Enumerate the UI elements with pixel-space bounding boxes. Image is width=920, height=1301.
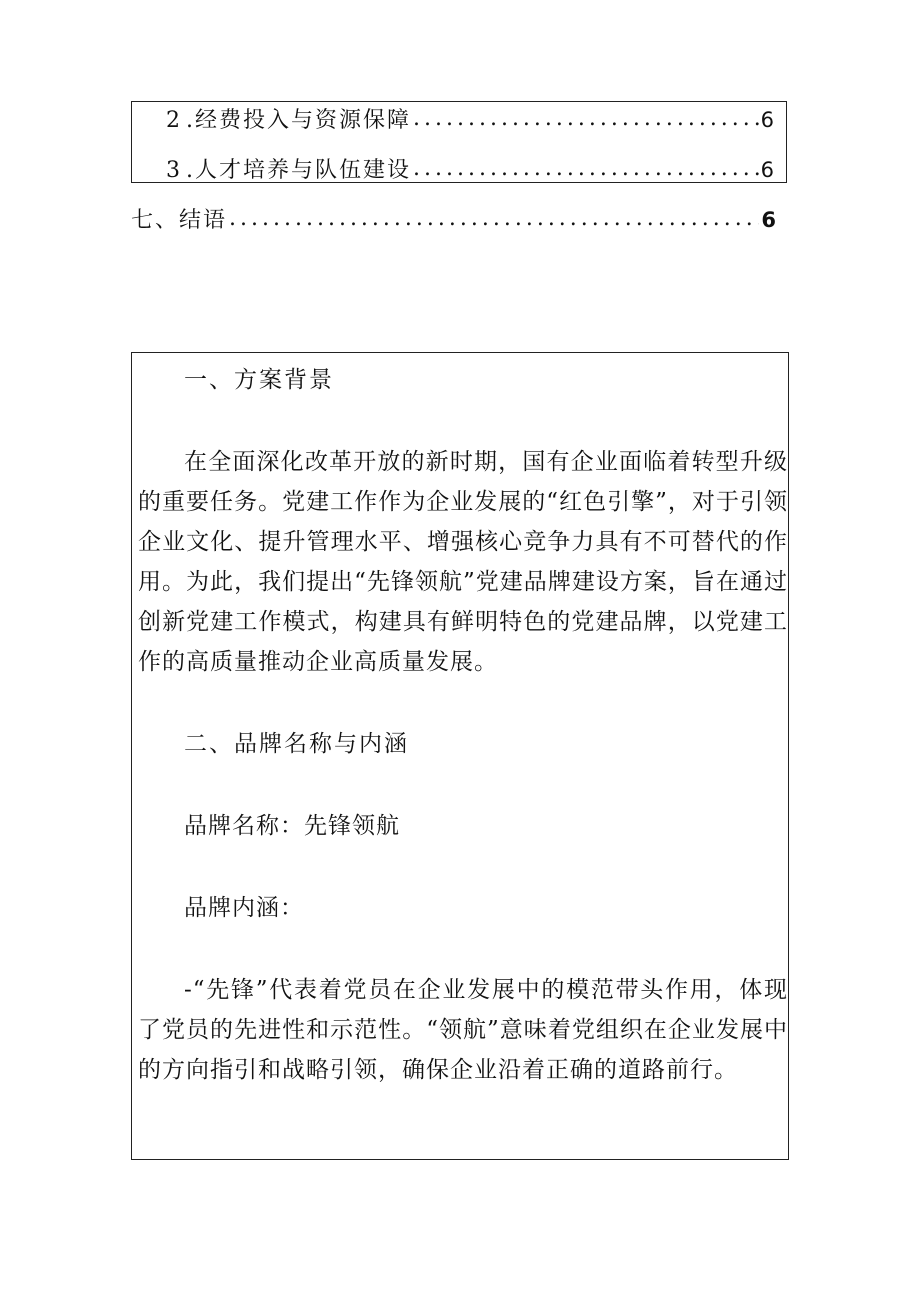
toc-entry-title: 七、结语 [131,208,228,233]
toc-dot-leader [229,204,759,234]
toc-entry-funding[interactable] [166,105,774,136]
toc-dot-leader [413,154,759,184]
toc-entry-number: 3 [166,158,186,183]
section-heading-background: 一、方案背景 [184,367,334,393]
document-body [138,360,788,1090]
toc-entry-title: .经费投入与资源保障 [186,108,411,133]
toc-entry-page: 6 [760,158,774,182]
toc-entry-conclusion[interactable] [131,205,776,236]
toc-entry-page: 6 [760,108,774,132]
brand-meaning-label: 品牌内涵： [184,895,304,921]
background-paragraph: 在全面深化改革开放的新时期，国有企业面临着转型升级的重要任务。党建工作作为企业发展的“红色引擎”，对于引领企业文化、提升管理水平、增强核心竞争力具有不可替代的作用。为此，我们提出“先锋领航”党建品牌建设方案，旨在通过创新党建工作模式，构建具有鲜明特色的党建品牌，以党建工作的高质量推动企业高质量发展。 [138,449,788,675]
section-heading-brand: 二、品牌名称与内涵 [184,731,409,757]
toc-dot-leader [413,104,759,134]
brand-meaning-paragraph: -“先锋”代表着党员在企业发展中的模范带头作用，体现了党员的先进性和示范性。“领航”意味着党组织在企业发展中的方向指引和战略引领，确保企业沿着正确的道路前行。 [138,977,788,1083]
toc-entry-title: .人才培养与队伍建设 [186,158,411,183]
toc-entry-talent[interactable] [166,155,774,186]
toc-entry-page: 6 [761,208,776,232]
toc-entry-number: 2 [166,108,186,133]
brand-name-line: 品牌名称：先锋领航 [184,813,400,839]
